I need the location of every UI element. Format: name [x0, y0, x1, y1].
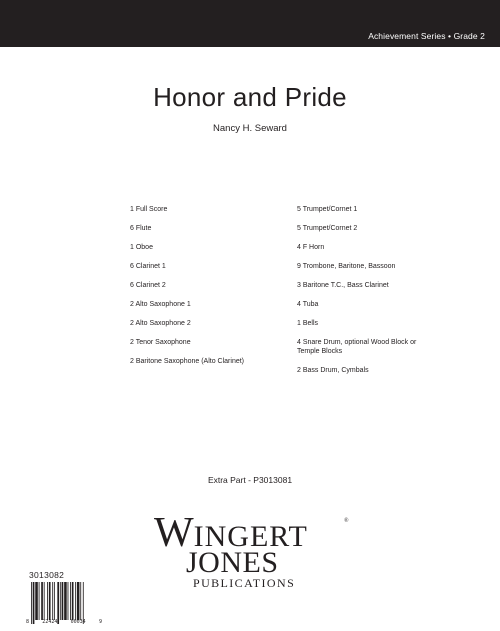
barcode-bar: [35, 582, 38, 620]
logo-line-publications: PUBLICATIONS: [193, 576, 296, 590]
part-item: 1 Bells: [297, 320, 319, 327]
barcode-bar: [33, 582, 35, 624]
barcode-bar: [52, 582, 53, 620]
part-item: 9 Trombone, Baritone, Bassoon: [297, 263, 396, 270]
part-item: 6 Clarinet 2: [130, 282, 166, 289]
upc-barcode: [31, 582, 101, 624]
barcode-bar: [64, 582, 67, 620]
instrumentation-left-column: [130, 205, 244, 376]
instrumentation-right-column: [297, 205, 416, 385]
part-item: 3 Baritone T.C., Bass Clarinet: [297, 282, 389, 289]
composer-name: Nancy H. Seward: [213, 123, 287, 134]
part-item: 2 Alto Saxophone 1: [130, 301, 191, 308]
registered-mark: ®: [344, 518, 349, 524]
part-item: 1 Full Score: [130, 206, 168, 213]
part-item: 2 Alto Saxophone 2: [130, 320, 191, 327]
barcode-digit-last: 9: [98, 619, 102, 625]
part-item: 2 Tenor Saxophone: [130, 339, 191, 346]
barcode-bar: [49, 582, 51, 620]
barcode-bar: [83, 582, 84, 624]
barcode-bar: [68, 582, 69, 620]
barcode-bar: [39, 582, 40, 620]
barcode-bar: [31, 582, 32, 624]
wingert-jones-logo: [154, 510, 354, 590]
catalog-number: 3013082: [29, 570, 65, 580]
piece-title: Honor and Pride: [153, 82, 347, 112]
part-item: 4 F Horn: [297, 244, 325, 251]
part-item-continuation: Temple Blocks: [297, 348, 343, 355]
barcode-bar: [62, 582, 64, 620]
part-item: 2 Bass Drum, Cymbals: [297, 367, 369, 374]
barcode-digit-group-1: 22424: [42, 619, 58, 625]
barcode-bar: [75, 582, 76, 620]
part-item: 2 Baritone Saxophone (Alto Clarinet): [130, 358, 245, 365]
header-bar: [0, 0, 500, 47]
part-item: 5 Trumpet/Cornet 1: [297, 206, 358, 213]
barcode-digit-first: 8: [26, 619, 30, 625]
barcode-bar: [54, 582, 55, 620]
barcode-bar: [60, 582, 61, 620]
barcode-digit-group-2: 00034: [70, 619, 86, 625]
part-item: 4 Tuba: [297, 301, 319, 308]
barcode-bar: [70, 582, 71, 620]
extra-part-label: Extra Part - P3013081: [207, 475, 293, 485]
barcode-bar: [80, 582, 81, 620]
barcode-bar: [44, 582, 45, 620]
logo-line-jones: JONES: [186, 546, 279, 579]
part-item: 1 Oboe: [130, 244, 153, 251]
series-grade-label: Achievement Series • Grade 2: [368, 31, 485, 41]
part-item: 5 Trumpet/Cornet 2: [297, 225, 358, 232]
barcode-bar: [57, 582, 59, 624]
logo-line-wingert: WINGERT: [154, 510, 308, 556]
barcode-digits: [26, 619, 102, 625]
barcode-bar: [72, 582, 74, 620]
part-item: 4 Snare Drum, optional Wood Block or: [297, 339, 417, 346]
barcode-bar: [77, 582, 80, 620]
part-item: 6 Flute: [130, 225, 152, 232]
part-item: 6 Clarinet 1: [130, 263, 166, 270]
barcode-bar: [47, 582, 48, 620]
barcode-bar: [41, 582, 43, 620]
